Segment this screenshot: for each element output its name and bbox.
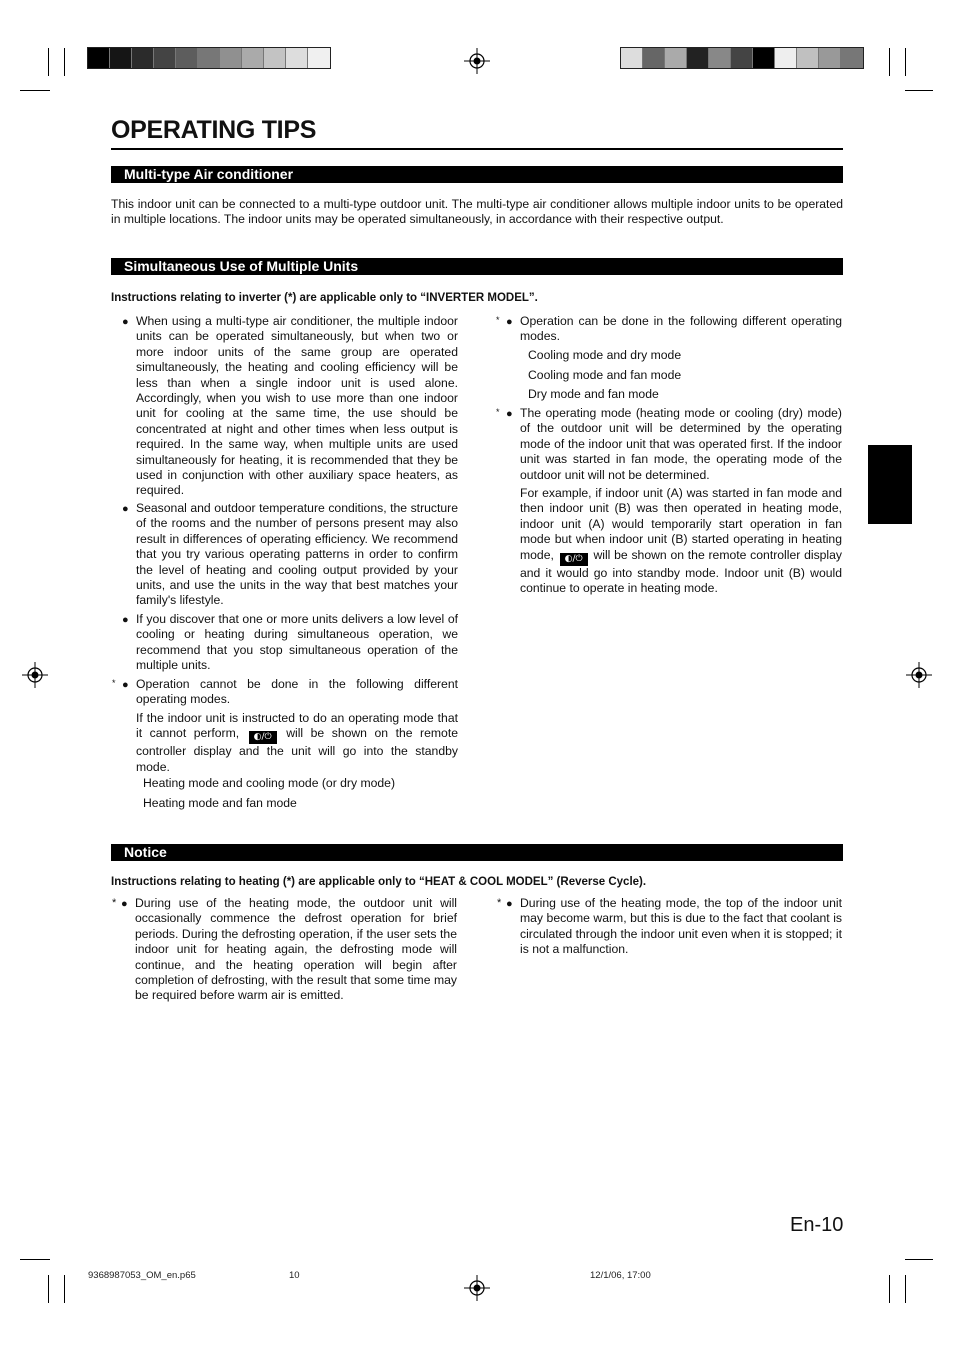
heating-asterisk: * [497,897,502,909]
inverter-asterisk: * [496,315,500,325]
heating-asterisk: * [112,897,117,909]
standby-indicator-icon: ◐/⏻ [249,731,277,744]
bullet-icon: ● [122,614,129,626]
heating-note: Instructions relating to heating (*) are applicable only to “HEAT & COOL MODEL” (Reverse Cycle). [111,876,647,888]
standby-explanation: If the indoor unit is instructed to do an operating mode that it cannot perform, ◐/⏻ will be shown on the remote controller display and the unit will go into the standby mode. [136,711,458,774]
mode-item: Cooling mode and fan mode [528,368,682,382]
bullet-icon: ● [506,408,513,420]
bullet-icon: ● [506,316,513,328]
list-item: ● If you discover that one or more units delivers a low level of cooling or heating during simultaneous operation, we recommend that you stop simultaneous operation of the multiple units. [122,612,458,673]
section-heading-simultaneous: Simultaneous Use of Multiple Units [111,258,843,275]
mode-item: Dry mode and fan mode [528,387,659,401]
list-item: * ● During use of the heating mode, the outdoor unit will occasionally commence the defrost operation for brief periods. During the defrosting operation, if the user sets the indoor unit for heating again, the defrosting mode will continue, and the heating operation will begin after completion of defrosting, with the result that some time may be required before warm air is emitted. [112,896,457,1003]
page-title: OPERATING TIPS [111,116,317,144]
registration-mark-left-icon [22,662,48,688]
inverter-asterisk: * [496,407,500,417]
mode-item: Cooling mode and dry mode [528,348,682,362]
color-calibration-strip-left [87,47,331,69]
registration-mark-bottom-icon [464,1275,490,1301]
color-calibration-strip-right [620,47,864,69]
footer-date: 12/1/06, 17:00 [590,1270,651,1281]
page-number: En-10 [790,1214,844,1236]
list-item: * ● During use of the heating mode, the top of the indoor unit may become warm, but this is due to the fact that coolant is circulated through the indoor unit even when it is stopped; it is not a malfunction. [497,896,842,957]
title-rule [111,148,843,150]
registration-mark-top-icon [464,48,490,74]
section-heading-notice: Notice [111,844,843,861]
bullet-icon: ● [122,316,129,328]
list-item: ● Seasonal and outdoor temperature conditions, the structure of the rooms and the number of persons present may also result in differences of operating efficiency. We recommend that you try various operating patterns in order to confirm the level of heating and cooling output provided by your units, and use the units in the way that best matches your family's lifestyle. [122,501,458,608]
registration-mark-right-icon [906,662,932,688]
mode-item: Heating mode and fan mode [143,796,297,810]
standby-indicator-icon: ◐/⏻ [560,553,588,566]
list-item: * ● Operation cannot be done in the following different operating modes. [112,677,458,707]
mode-item: Heating mode and cooling mode (or dry mode) [143,776,396,790]
inverter-asterisk: * [112,678,116,688]
section-heading-multi-type: Multi-type Air conditioner [111,166,843,183]
bullet-icon: ● [506,898,513,910]
multi-type-paragraph: This indoor unit can be connected to a multi-type outdoor unit. The multi-type air conditioner allows multiple indoor units to be operated in multiple locations. The indoor units may be operated simultaneously, in accordance with their respective output. [111,197,843,227]
list-item: ● When using a multi-type air conditioner, the multiple indoor units can be operated simultaneously, but when two or more indoor units of the same group are operated simultaneously, the heating and cooling efficiency will be less than when a single indoor unit is used alone. Accordingly, when you wish to use more than one indoor unit for cooling at the same time, the use should be concentrated at night and other times when less output is required. In the same way, when multiple units are used simultaneously for heating, it is recommended that they be used in conjunction with other auxiliary space heaters, as required. [122,314,458,498]
bullet-icon: ● [121,898,128,910]
inverter-note: Instructions relating to inverter (*) are applicable only to “INVERTER MODEL”. [111,292,538,304]
list-item: * ● Operation can be done in the following different operating modes. [496,314,842,344]
footer-page: 10 [289,1270,300,1281]
language-side-tab [868,445,912,524]
bullet-icon: ● [122,679,129,691]
bullet-icon: ● [122,503,129,515]
example-paragraph: For example, if indoor unit (A) was started in fan mode and then indoor unit (B) was then operated in heating mode, indoor unit (A) would temporarily start operation in fan mode but when indoor unit (B) started operating in heating mode, ◐/⏻ will be shown on the remote controller display and it would go into standby mode. Indoor unit (B) would continue to operate in heating mode. [520,486,843,596]
list-item: * ● The operating mode (heating mode or cooling (dry) mode) of the outdoor unit will be determined by the operating mode of the indoor unit that was operated first. If the indoor unit was started in fan mode, the operating mode of the outdoor unit will not be determined. [496,406,842,482]
footer-filename: 9368987053_OM_en.p65 [88,1270,196,1281]
